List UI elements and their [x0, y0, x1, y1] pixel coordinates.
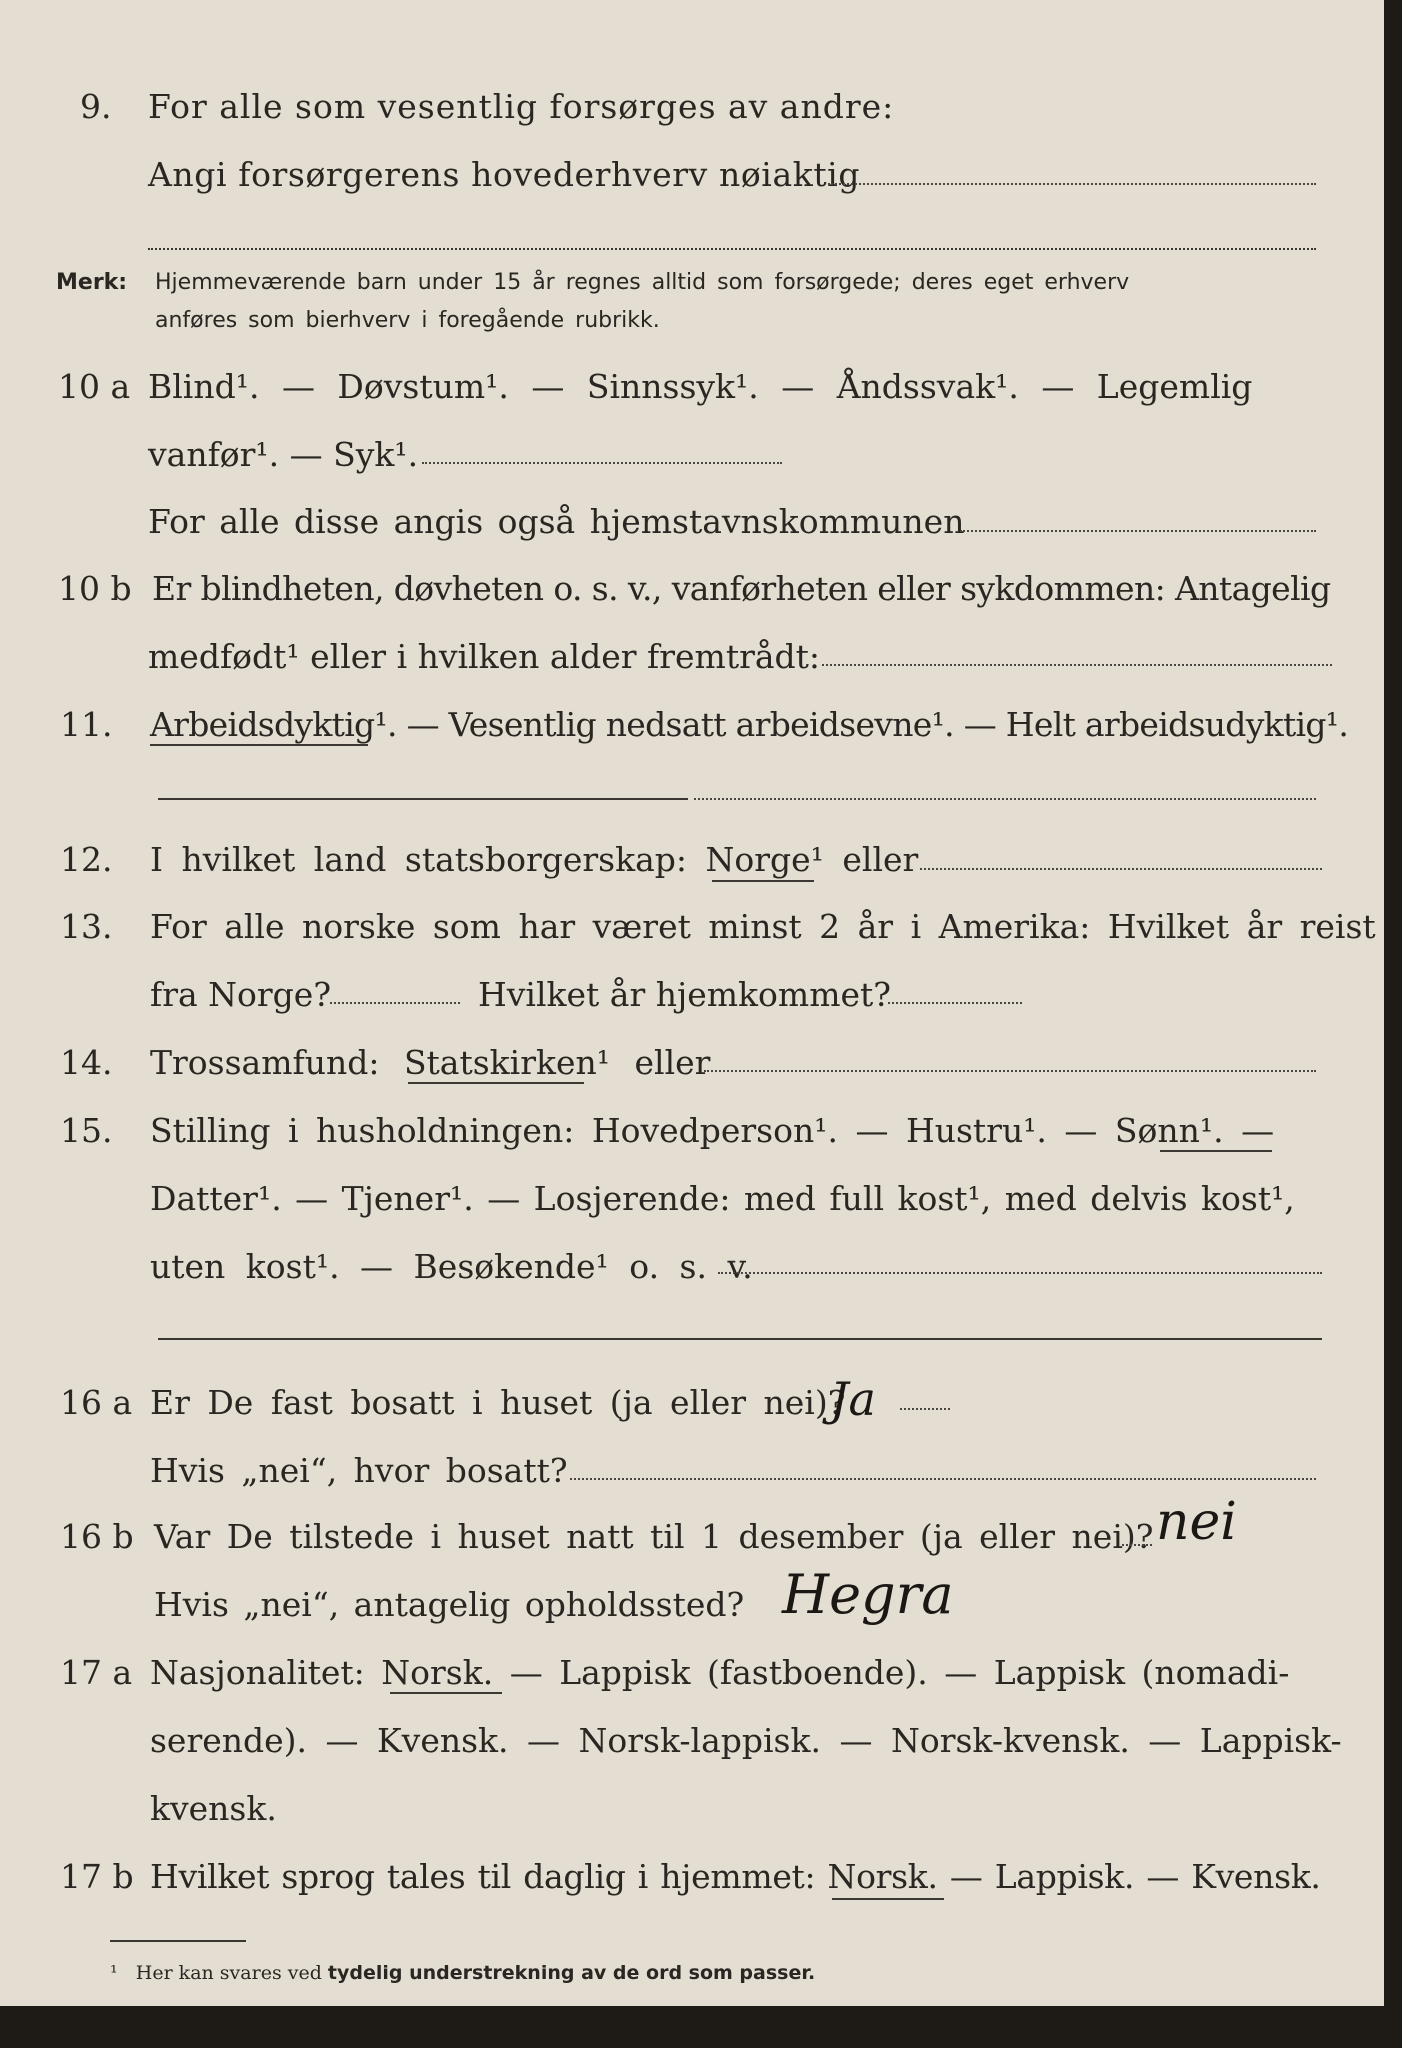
q10a-number: 10 a — [58, 367, 131, 406]
q10b-line2: medfødt¹ eller i hvilken alder fremtrådt: — [148, 637, 821, 676]
q16a-bosatt-line[interactable] — [570, 1478, 1316, 1480]
merk-line1: Hjemmeværende barn under 15 år regnes alltid som forsørgede; deres eget erhverv — [155, 270, 1130, 295]
q10a-answer-line[interactable] — [422, 462, 782, 464]
q12-line1: I hvilket land statsborgerskap: Norge¹ eller — [150, 840, 919, 879]
merk-line2: anføres som bierhverv i foregående rubrikk. — [155, 308, 660, 333]
q17b-number: 17 b — [60, 1857, 134, 1896]
q17b-underline-norsk — [832, 1898, 944, 1900]
q13-hjemkommet-line[interactable] — [888, 1002, 1022, 1004]
q17b-line1: Hvilket sprog tales til daglig i hjemmet: Norsk. — Lappisk. — Kvensk. — [150, 1857, 1321, 1896]
q12-underline-norge — [712, 880, 814, 882]
q16a-line1: Er De fast bosatt i huset (ja eller nei)? — [150, 1383, 846, 1422]
footnote-rule — [110, 1940, 246, 1942]
q10b-line1: Er blindheten, døvheten o. s. v., vanførheten eller sykdommen: Antagelig — [152, 569, 1331, 608]
q17a-number: 17 a — [60, 1653, 133, 1692]
q12-number: 12. — [60, 840, 113, 879]
q13-line2b: Hvilket år hjemkommet? — [478, 975, 891, 1014]
q15-underline-sonn — [1160, 1150, 1272, 1152]
q9-line2: Angi forsørgerens hovederhverv nøiaktig — [148, 155, 861, 194]
q16b-line2: Hvis „nei“, antagelig opholdssted? — [154, 1585, 745, 1624]
q10a-line3: For alle disse angis også hjemstavnskommunen — [148, 502, 965, 541]
q17a-line2: serende). — Kvensk. — Norsk-lappisk. — Norsk-kvensk. — Lappisk- — [150, 1721, 1342, 1760]
q10a-line1: Blind¹. — Døvstum¹. — Sinnssyk¹. — Åndssvak¹. — Legemlig — [148, 367, 1253, 406]
q10a-line2: vanfør¹. — Syk¹. — [148, 435, 419, 474]
q12-answer-line[interactable] — [920, 868, 1322, 870]
q15-number: 15. — [60, 1111, 113, 1150]
q13-line1: For alle norske som har været minst 2 år i Amerika: Hvilket år reist — [150, 907, 1376, 946]
q14-underline-statskirken — [408, 1082, 584, 1084]
q15-line1: Stilling i husholdningen: Hovedperson¹. — Hustru¹. — Sønn¹. — — [150, 1111, 1275, 1150]
q17a-underline-norsk — [390, 1692, 502, 1694]
q16b-line1: Var De tilstede i huset natt til 1 desember (ja eller nei)? — [154, 1517, 1154, 1556]
q16b-handwritten-answer2: Hegra — [782, 1563, 954, 1626]
q10b-answer-line[interactable] — [822, 664, 1332, 666]
q15-answer-line[interactable] — [718, 1272, 1322, 1274]
q11-answer-line[interactable] — [694, 798, 1316, 800]
q15-line2: Datter¹. — Tjener¹. — Losjerende: med full kost¹, med delvis kost¹, — [150, 1179, 1295, 1218]
q13-number: 13. — [60, 907, 113, 946]
q14-line1: Trossamfund: Statskirken¹ eller — [150, 1043, 711, 1082]
q16a-answer-line[interactable] — [900, 1408, 950, 1410]
footnote: ¹ Her kan svares ved tydelig understrekning av de ord som passer. — [110, 1962, 816, 1984]
q16a-line2: Hvis „nei“, hvor bosatt? — [150, 1451, 568, 1490]
q10b-number: 10 b — [58, 569, 132, 608]
q11-line1: Arbeidsdyktig¹. — Vesentlig nedsatt arbeidsevne¹. — Helt arbeidsudyktig¹. — [150, 705, 1349, 744]
q15-divider — [158, 1338, 1322, 1340]
q16a-number: 16 a — [60, 1383, 133, 1422]
q16b-handwritten-answer1: nei — [1156, 1492, 1237, 1552]
q17a-line1: Nasjonalitet: Norsk. — Lappisk (fastboende). — Lappisk (nomadi- — [150, 1653, 1290, 1692]
q9-answer-line-2[interactable] — [148, 248, 1316, 250]
q13-reist-line[interactable] — [330, 1002, 460, 1004]
q16b-number: 16 b — [60, 1517, 134, 1556]
q14-answer-line[interactable] — [704, 1070, 1316, 1072]
q15-line3: uten kost¹. — Besøkende¹ o. s. v. — [150, 1247, 753, 1286]
q10a-hjemstavn-line[interactable] — [960, 530, 1316, 532]
q9-answer-line[interactable] — [828, 183, 1316, 185]
q16b-answer-line[interactable] — [1122, 1544, 1152, 1546]
merk-label: Merk: — [56, 270, 128, 295]
q13-line2a: fra Norge? — [150, 975, 332, 1014]
q14-number: 14. — [60, 1043, 113, 1082]
q11-underline-arbeidsdyktig — [150, 744, 368, 746]
q17a-line3: kvensk. — [150, 1789, 277, 1828]
q11-number: 11. — [60, 705, 113, 744]
q11-answer-line-solid — [158, 798, 688, 800]
q9-number: 9. — [80, 87, 112, 126]
q9-line1: For alle som vesentlig forsørges av andre: — [148, 87, 895, 126]
q16a-handwritten-answer: Ja — [830, 1372, 876, 1426]
